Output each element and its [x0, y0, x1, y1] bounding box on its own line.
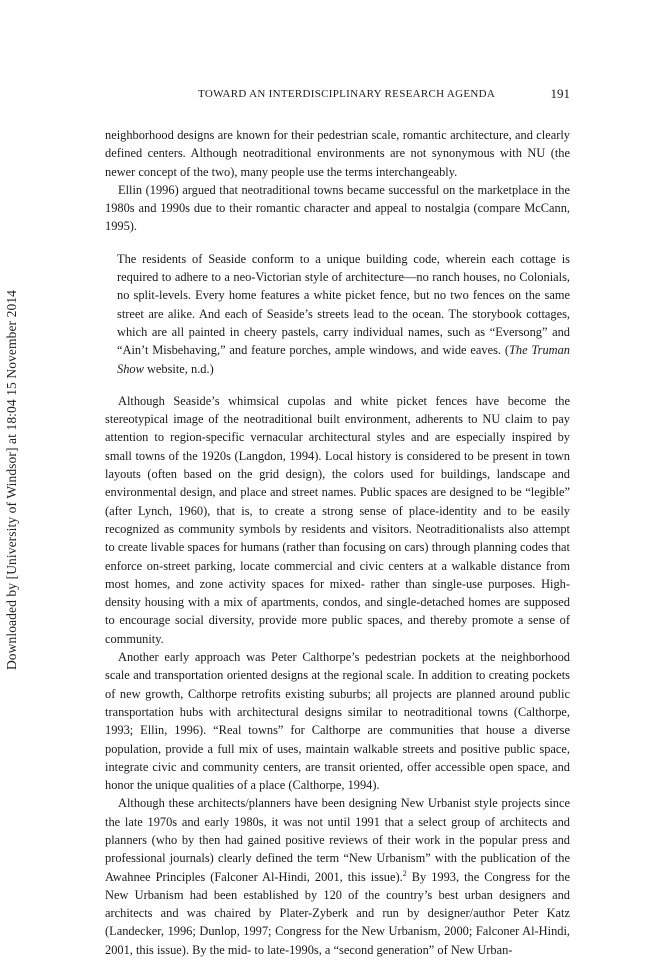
block-quote — [117, 250, 570, 378]
running-title: TOWARD AN INTERDISCIPLINARY RESEARCH AGENDA — [198, 88, 496, 100]
download-watermark — [2, 290, 22, 670]
block-quote-text — [117, 250, 570, 378]
paragraph-5-part-b: By 1993, the Congress for the New Urbanism had been established by 120 of the country’s best urban designers and architects and was chaired by Plater-Zyberk and run by designer/author Peter Katz (Landecker, 1996; Dunlop, 1997; Congress for the New Urbanism, 2000; Falconer Al-Hindi, 2001, this issue). By the mid- to late-1990s, a “second generation” of New Urban- — [105, 869, 570, 957]
paragraph-1: neighborhood designs are known for their pedestrian scale, romantic architecture, and clearly defined centers. Although neotraditional environments are not synonymous with NU (the newer concept of the two), many people use the terms interchangeably. — [105, 128, 570, 179]
quote-body: The residents of Seaside conform to a unique building code, wherein each cottage is required to adhere to a neo-Victorian style of architecture—no ranch houses, no Colonials, no split-levels. Every home features a white picket fence, but no two fences on the same street are alike. And each of Seaside’s streets lead to the ocean. The storybook cottages, which are all painted in cheery pastels, carry individual names, such as “Eversong” and “Ain’t Misbehaving,” and feature porches, ample windows, and wide eaves. ( — [117, 251, 570, 358]
quote-end: website, n.d.) — [143, 361, 214, 376]
paragraph-3: Although Seaside’s whimsical cupolas and white picket fences have become the stereotypical image of the neotraditional built environment, adherents to NU claim to pay attention to region-specific vernacular architectural styles and are especially inspired by small towns of the 1920s (Langdon, 1994). Local history is considered to be present in town layouts (often based on the grid design), the colors used for buildings, landscape and environmental design, and place and street names. Public spaces are designed to be “legible” (after Lynch, 1960), that is, to create a strong sense of place-identity and to be easily recognized as community symbols by residents and visitors. Neotraditionalists also attempt to create livable spaces for humans (rather than focusing on cars) through planning codes that enforce on-street parking, locate commercial and civic centers at a walkable distance from most homes, and zone activity spaces for mixed- rather than single-use purposes. High-density housing with a mix of apartments, condos, and single-detached homes are supposed to encourage social diversity, provide more public spaces, and thereby promote a sense of community. — [105, 393, 570, 646]
running-header — [105, 88, 570, 104]
footnote-marker: 2 — [402, 868, 407, 878]
quote-source: The Truman Show — [117, 343, 571, 376]
paragraph-4: Another early approach was Peter Calthorpe’s pedestrian pockets at the neighborhood scale and transportation oriented designs at the regional scale. In addition to creating pockets of new growth, Calthorpe retrofits existing suburbs; all projects are planned around public transportation hubs with architectural designs similar to neotraditional towns (Calthorpe, 1993; Ellin, 1996). “Real towns” for Calthorpe are communities that house a diverse population, provide a full mix of uses, maintain walkable streets and positive public space, integrate civic and community centers, are transit oriented, offer accessible open space, and honor the unique qualities of a place (Calthorpe, 1994). — [105, 650, 570, 793]
paragraph-5 — [105, 794, 570, 959]
download-watermark-text: Downloaded by [University of Windsor] at 18:04 15 November 2014 — [4, 289, 19, 671]
body-text — [105, 126, 570, 959]
paragraph-5-part-a: Although these architects/planners have been designing New Urbanist style projects since the late 1970s and early 1980s, it was not until 1991 that a select group of architects and planners (who by then had gained positive reviews of their work in the popular press and professional journals) clearly defined the term “New Urbanism” with the publication of the Awahnee Principles (Falconer Al-Hindi, 2001, this issue). — [105, 796, 570, 884]
page-number: 191 — [550, 86, 570, 101]
paragraph-2: Ellin (1996) argued that neotraditional towns became successful on the marketplace in the 1980s and 1990s due to their romantic character and appeal to nostalgia (compare McCann, 1995). — [105, 182, 570, 234]
